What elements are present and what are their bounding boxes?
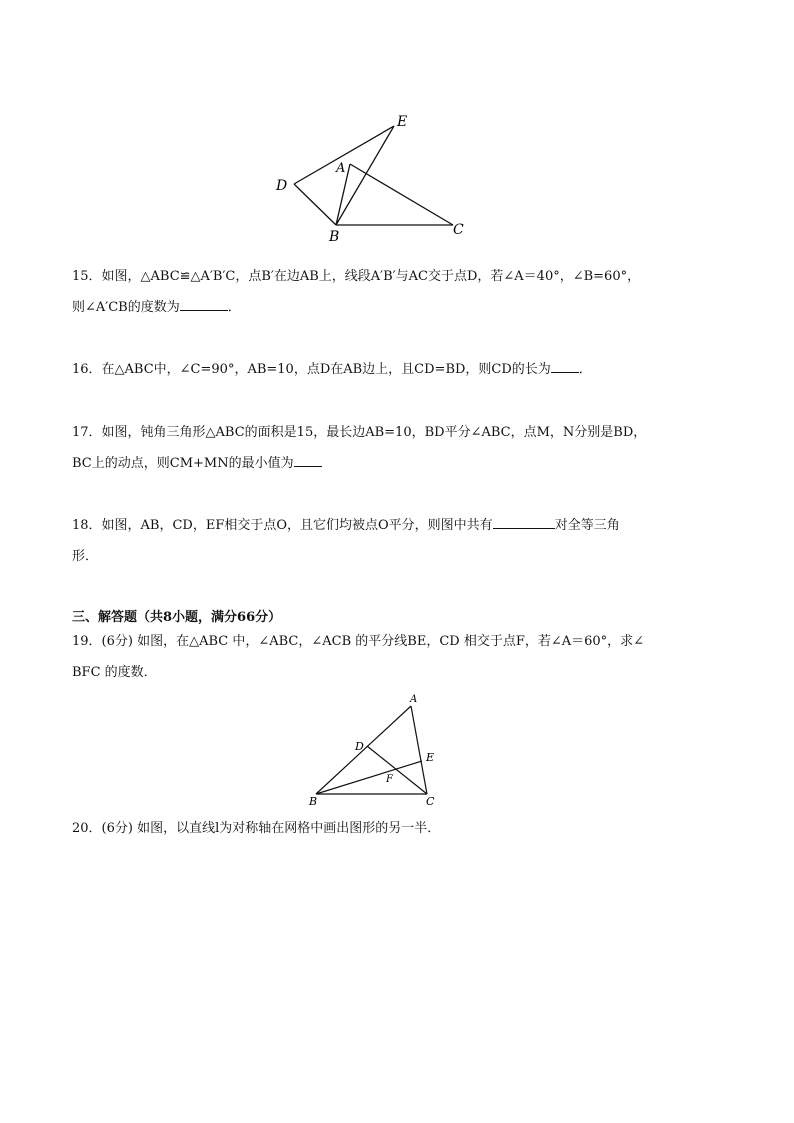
figure-2-svg (300, 688, 450, 810)
label-B: B (329, 229, 340, 245)
segment-AC (411, 706, 427, 794)
label-A: A (336, 161, 346, 176)
question-15-end: ． (227, 300, 241, 315)
answer-blank-15[interactable] (180, 298, 228, 311)
question-17-text: BC上的动点，则CM+MN的最小值为 (72, 456, 294, 471)
question-18-text-cont: 对全等三角 (554, 518, 620, 533)
question-19-line-1: 19．(6分) 如图，在△ABC 中，∠ABC，∠ACB 的平分线BE，CD 相交于点F，若∠A＝60°，求∠ (72, 634, 645, 649)
question-18-line-1 (72, 516, 712, 536)
answer-blank-16[interactable] (551, 360, 579, 373)
label-A: A (410, 694, 418, 705)
label-C: C (426, 795, 435, 808)
question-15-line-2 (72, 298, 712, 318)
segment-DB (294, 184, 336, 225)
label-C: C (453, 222, 464, 238)
question-18-line-2: 形． (72, 549, 99, 564)
question-15-line-1: 15．如图，△ABC≌△A′B′C，点B′在边AB上，线段A′B′与AC交于点D，若∠A＝40°，∠B=60°， (72, 269, 641, 284)
label-B: B (309, 795, 318, 808)
figure-1-svg (270, 110, 470, 245)
section-title: 三、解答题（共8小题，满分66分） (72, 610, 282, 625)
label-D: D (355, 740, 364, 753)
question-19-line-2: BFC 的度数． (72, 665, 157, 680)
figure-triangles-1 (270, 110, 470, 245)
label-F: F (386, 774, 393, 785)
figure-triangle-2 (300, 688, 450, 810)
answer-blank-18[interactable] (493, 516, 555, 529)
answer-blank-17[interactable] (294, 454, 322, 467)
question-17-line-1: 17．如图，钝角三角形△ABC的面积是15，最长边AB=10，BD平分∠ABC，点M，N分别是BD， (72, 425, 647, 440)
label-E: E (426, 751, 435, 764)
question-20: 20．(6分) 如图，以直线l为对称轴在网格中画出图形的另一半． (72, 821, 441, 836)
question-17-line-2 (72, 454, 712, 474)
label-E: E (397, 114, 408, 130)
question-15-text: 则∠A′CB的度数为 (72, 300, 180, 315)
question-16-text: 16．在△ABC中，∠C=90°，AB=10，点D在AB边上，且CD=BD，则CD的长为 (72, 362, 551, 377)
question-16-end: ． (578, 362, 592, 377)
question-18-text: 18．如图，AB，CD，EF相交于点O，且它们均被点O平分，则图中共有 (72, 518, 493, 533)
segment-AC (350, 164, 453, 225)
segment-CD (367, 746, 427, 794)
question-16 (72, 360, 712, 380)
label-D: D (276, 178, 288, 194)
